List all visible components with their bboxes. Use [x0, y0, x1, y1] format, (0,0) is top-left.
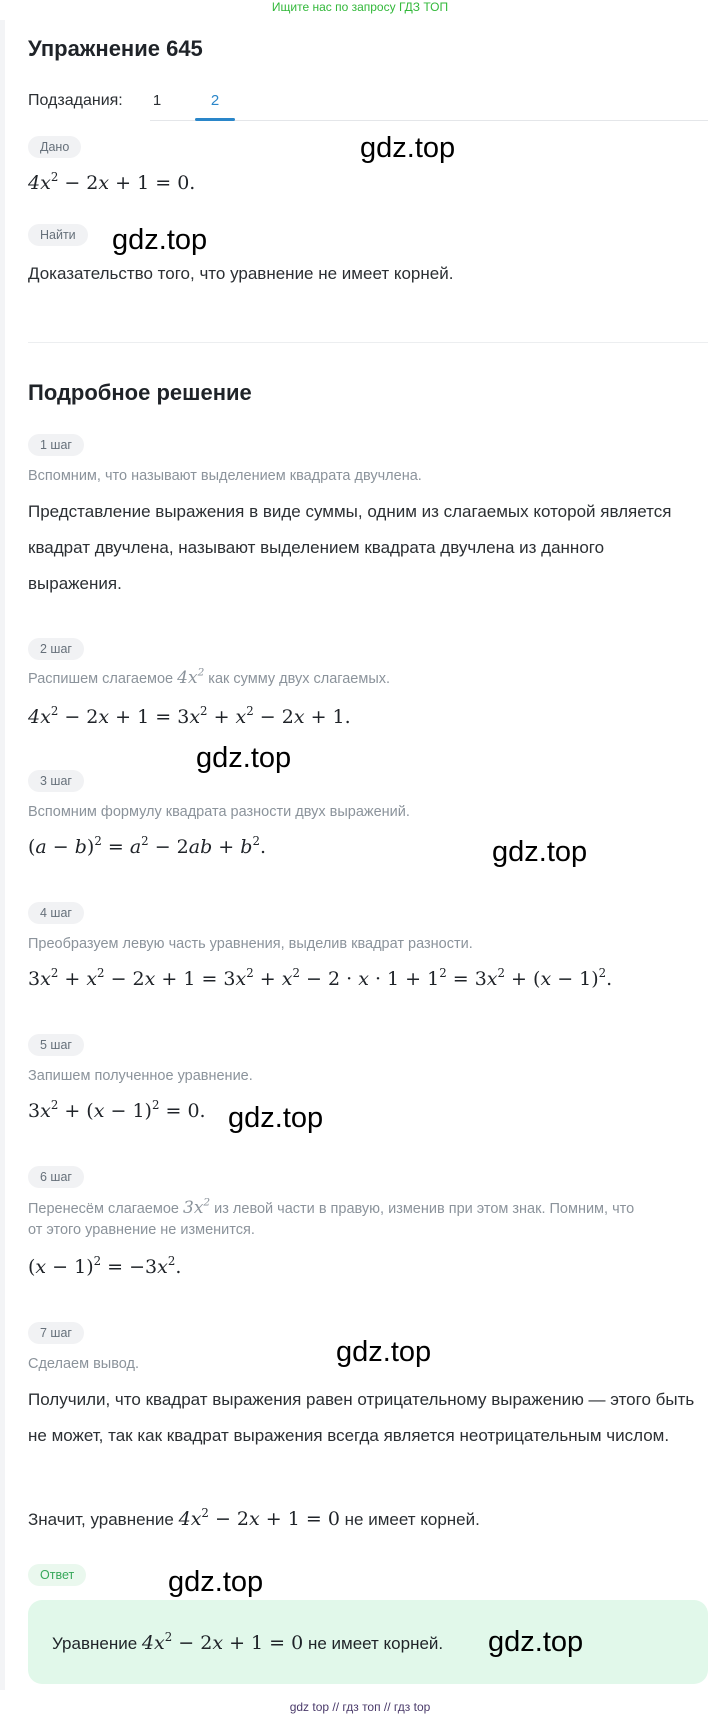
step-6-formula: $(x - 1)^2 = -3x^2$.	[28, 1253, 182, 1278]
tab-subtask-1[interactable]: 1	[152, 92, 162, 109]
page-title: Упражнение 645	[28, 36, 203, 61]
active-tab-indicator	[195, 118, 235, 121]
find-badge: Найти	[28, 224, 88, 246]
step-3-note: Вспомним формулу квадрата разности двух выражений.	[28, 804, 410, 820]
find-text: Доказательство того, что уравнение не имеет корней.	[28, 264, 454, 283]
top-search-hint: Ищите нас по запросу ГДЗ ТОП	[271, 0, 449, 14]
step-6-note-line2: от этого уравнение не изменится.	[28, 1222, 255, 1238]
watermark: gdz.top	[492, 836, 588, 868]
step-3-badge: 3 шаг	[28, 770, 84, 792]
left-border-strip	[0, 20, 5, 1690]
step-1-badge: 1 шаг	[28, 434, 84, 456]
step-5-badge: 5 шаг	[28, 1034, 84, 1056]
step-1-note: Вспомним, что называют выделением квадрата двучлена.	[28, 468, 422, 484]
step-5-formula: $3x^2 + (x - 1)^2 = 0$.	[28, 1097, 206, 1122]
footer-links[interactable]: gdz top // гдз топ // гдз top	[289, 1700, 431, 1714]
step-4-note: Преобразуем левую часть уравнения, выделив квадрат разности.	[28, 936, 473, 952]
step-6-note: Перенесём слагаемое $3x^2$ из левой части в правую, изменив при этом знак. Помним, что	[28, 1196, 635, 1218]
watermark: gdz.top	[336, 1336, 432, 1368]
step-7-text: Получили, что квадрат выражения равен отрицательному выражению — этого быть не может, так как квадрат выражения всегда является неотрицательным числом.	[28, 1390, 695, 1445]
watermark: gdz.top	[488, 1626, 584, 1658]
watermark: gdz.top	[168, 1566, 264, 1598]
step-4-badge: 4 шаг	[28, 902, 84, 924]
watermark: gdz.top	[228, 1102, 324, 1134]
given-badge: Дано	[28, 136, 81, 158]
answer-text: Уравнение $4x^2 - 2x + 1 = 0$ не имеет корней.	[52, 1629, 444, 1654]
step-3-formula: $(a - b)^2 = a^2 - 2ab + b^2$.	[28, 833, 266, 858]
step-2-formula: $4x^2 - 2x + 1 = 3x^2 + x^2 - 2x + 1$.	[28, 703, 351, 728]
step-7-conclusion: Значит, уравнение $4x^2 - 2x + 1 = 0$ не имеет корней.	[28, 1505, 480, 1530]
step-7-note: Сделаем вывод.	[28, 1356, 140, 1372]
step-4-formula: $3x^2 + x^2 - 2x + 1 = 3x^2 + x^2 - 2 \cdot x \cdot 1 + 1^2 = 3x^2 + (x - 1)^2$.	[28, 965, 613, 990]
watermark: gdz.top	[196, 742, 292, 774]
tab-subtask-2[interactable]: 2	[210, 92, 220, 109]
answer-badge: Ответ	[28, 1564, 86, 1586]
watermark: gdz.top	[360, 132, 456, 164]
step-5-note: Запишем полученное уравнение.	[28, 1068, 253, 1084]
watermark: gdz.top	[112, 224, 208, 256]
step-6-badge: 6 шаг	[28, 1166, 84, 1188]
step-2-note: Распишем слагаемое $4x^2$ как сумму двух слагаемых.	[28, 666, 391, 688]
step-7-badge: 7 шаг	[28, 1322, 84, 1344]
step-2-badge: 2 шаг	[28, 638, 84, 660]
subtasks-label: Подзадания:	[28, 92, 123, 109]
step-1-text: Представление выражения в виде суммы, одним из слагаемых которой является квадрат двучлена, называют выделением квадрата двучлена из данного выражения.	[28, 502, 672, 593]
given-equation: $4x^2 - 2x + 1 = 0$.	[28, 169, 196, 194]
solution-heading: Подробное решение	[28, 380, 252, 405]
section-divider	[28, 342, 708, 343]
